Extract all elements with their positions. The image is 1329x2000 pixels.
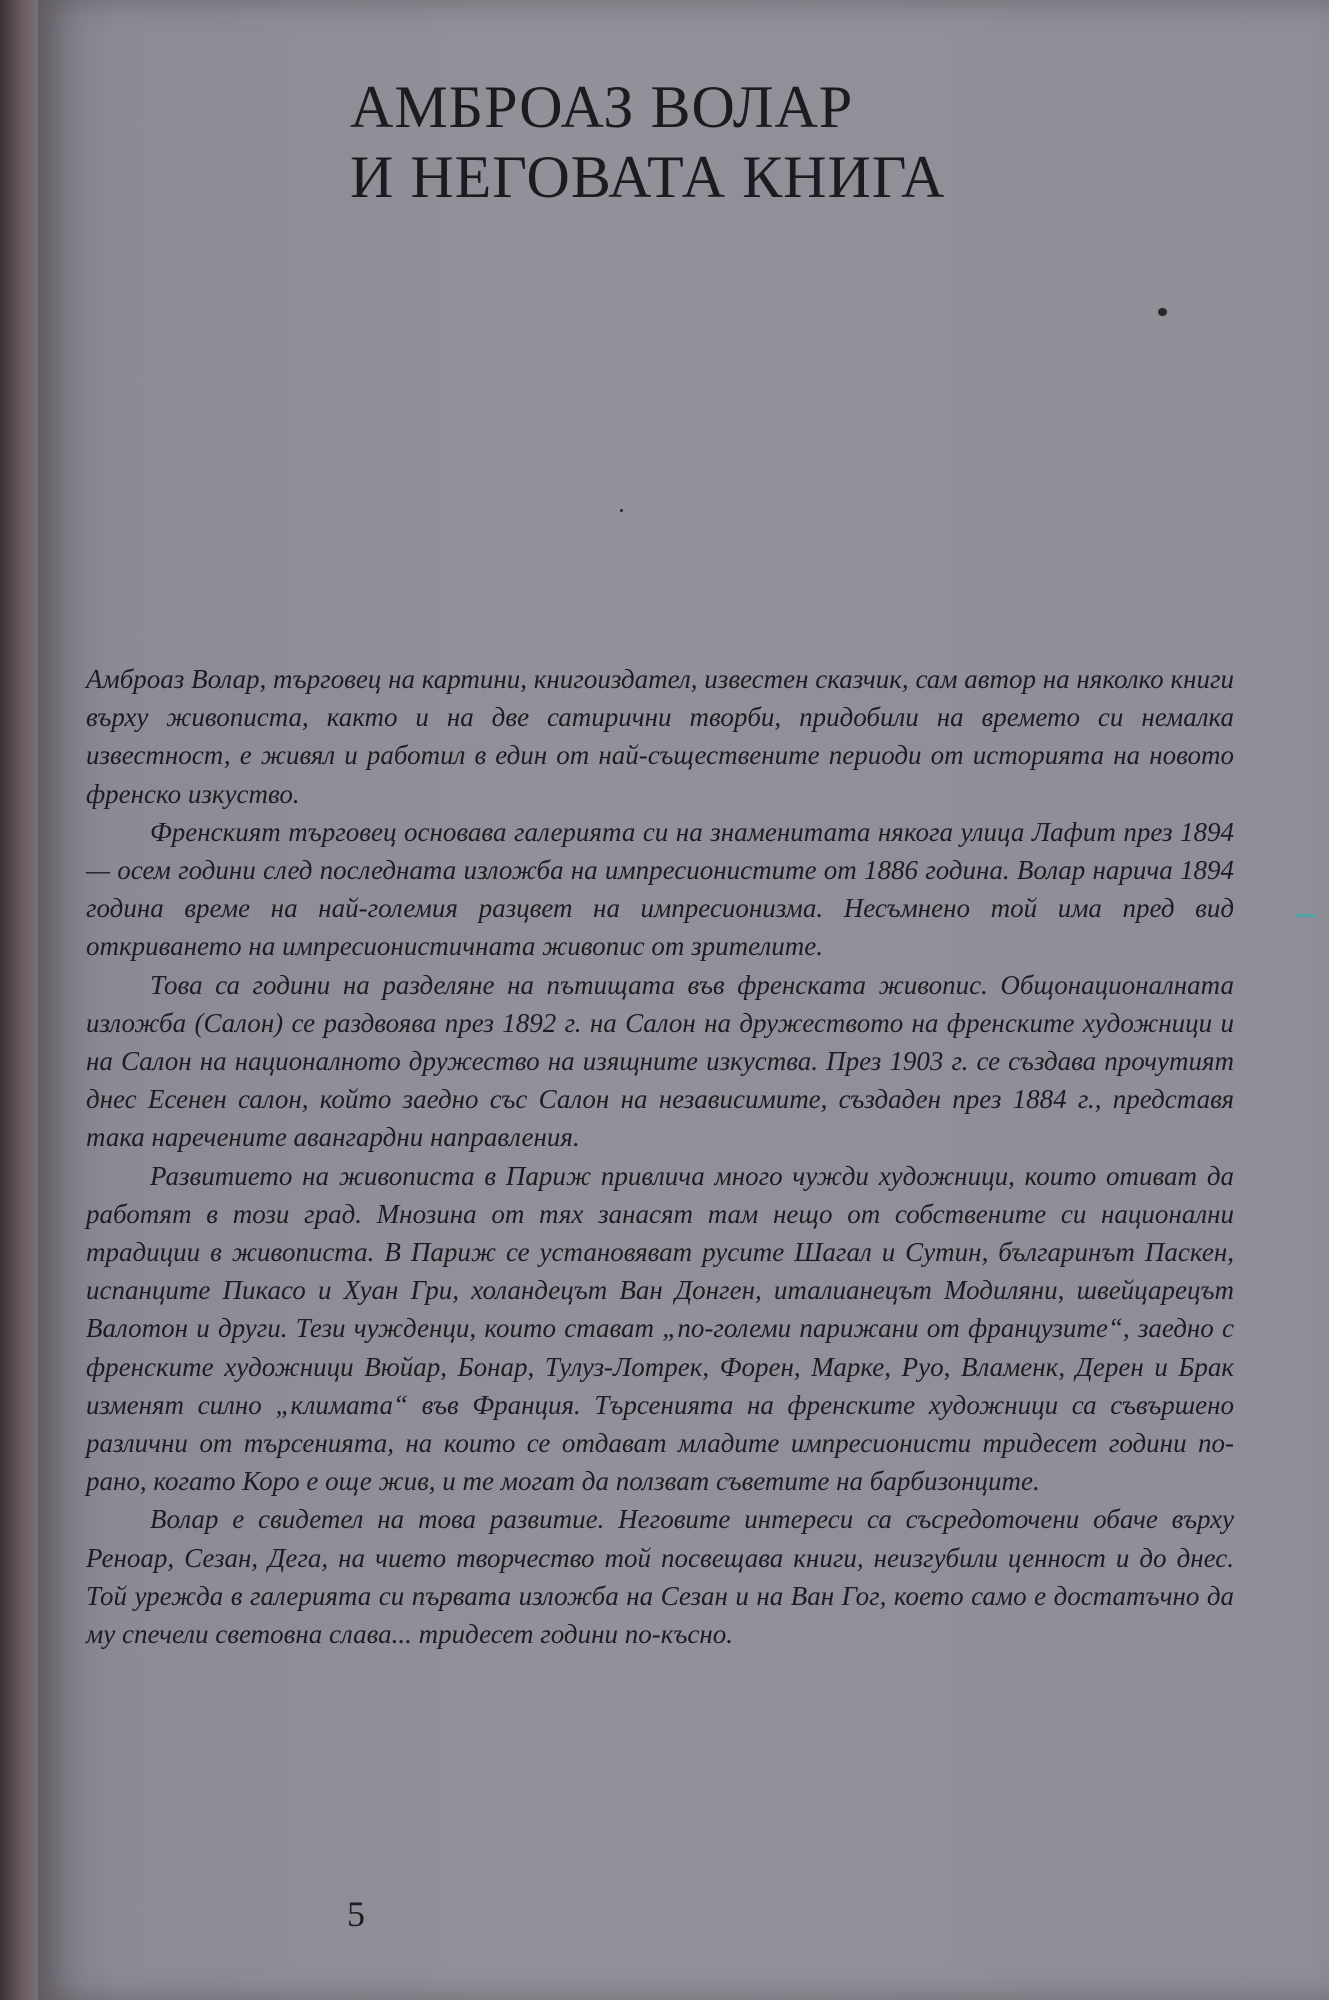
paragraph-5: Волар е свидетел на това развитие. Неговите интереси са съсредоточени обаче върху Реноар, Сезан, Дега, на чието творчество той посвещава книги, неизгубили ценност и до днес. Той урежда в галерията си първата изложба на Сезан и на Ван Гог, което само е достатъчно да му спечели световна слава... тридесет години по-късно. xyxy=(86,1504,1234,1650)
chapter-title xyxy=(350,72,945,212)
page-number: 5 xyxy=(347,1894,365,1934)
chapter-title-line-2: И НЕГОВАТА КНИГА xyxy=(350,144,946,210)
paragraph-4: Развитието на живописта в Париж привлича много чужди художници, които отиват да работят в този град. Мнозина от тях занасят там нещо от собствените си национални традиции в живописта. В Париж се установяват русите Шагал и Сутин, българинът Паскен, испанците Пикасо и Хуан Гри, холандецът Ван Донген, италианецът Модиляни, швейцарецът Валотон и други. Тези чужденци, които стават „по-големи парижани от французите“, заедно с френските художници Вюйар, Бонар, Тулуз-Лотрек, Форен, Марке, Руо, Вламенк, Дерен и Брак изменят силно „климата“ във Франция. Търсенията на френските художници са съвършено различни от търсенията, на които се отдават младите импресионисти тридесет години по-рано, когато Коро е още жив, и те могат да ползват съветите на барбизонците. xyxy=(86,1160,1234,1497)
margin-mark xyxy=(1296,914,1316,917)
book-gutter xyxy=(0,0,38,2000)
paper-speck xyxy=(1158,308,1167,316)
paragraph-1: Амброаз Волар, търговец на картини, книгоиздател, известен сказчик, сам автор на няколко книги върху живописта, както и на две сатирични творби, придобили на времето си немалка известност, е живял и работил в един от най-съществените периоди от историята на новото френско изкуство. xyxy=(86,664,1234,809)
paragraph-2: Френският търговец основава галерията си на знаменитата някога улица Лафит през 1894 — осем години след последната изложба на импресионистите от 1886 година. Волар нарича 1894 година време на най-големия разцвет на импресионизма. Несъмнено той има пред вид откриването на импресионистичната живопис от зрителите. xyxy=(86,816,1234,962)
paper-speck xyxy=(620,509,623,512)
paragraph-3: Това са години на разделяне на пътищата във френската живопис. Общонационалната изложба (Салон) се раздвоява през 1892 г. на Салон на дружеството на френските художници и на Салон на националното дружество на изящните изкуства. През 1903 г. се създава прочутият днес Есенен салон, който заедно със Салон на независимите, създаден през 1884 г., представя така наречените авангардни направления. xyxy=(86,969,1234,1153)
chapter-title-line-1: АМБРОАЗ ВОЛАР xyxy=(350,74,854,140)
body-text xyxy=(86,660,1234,1653)
